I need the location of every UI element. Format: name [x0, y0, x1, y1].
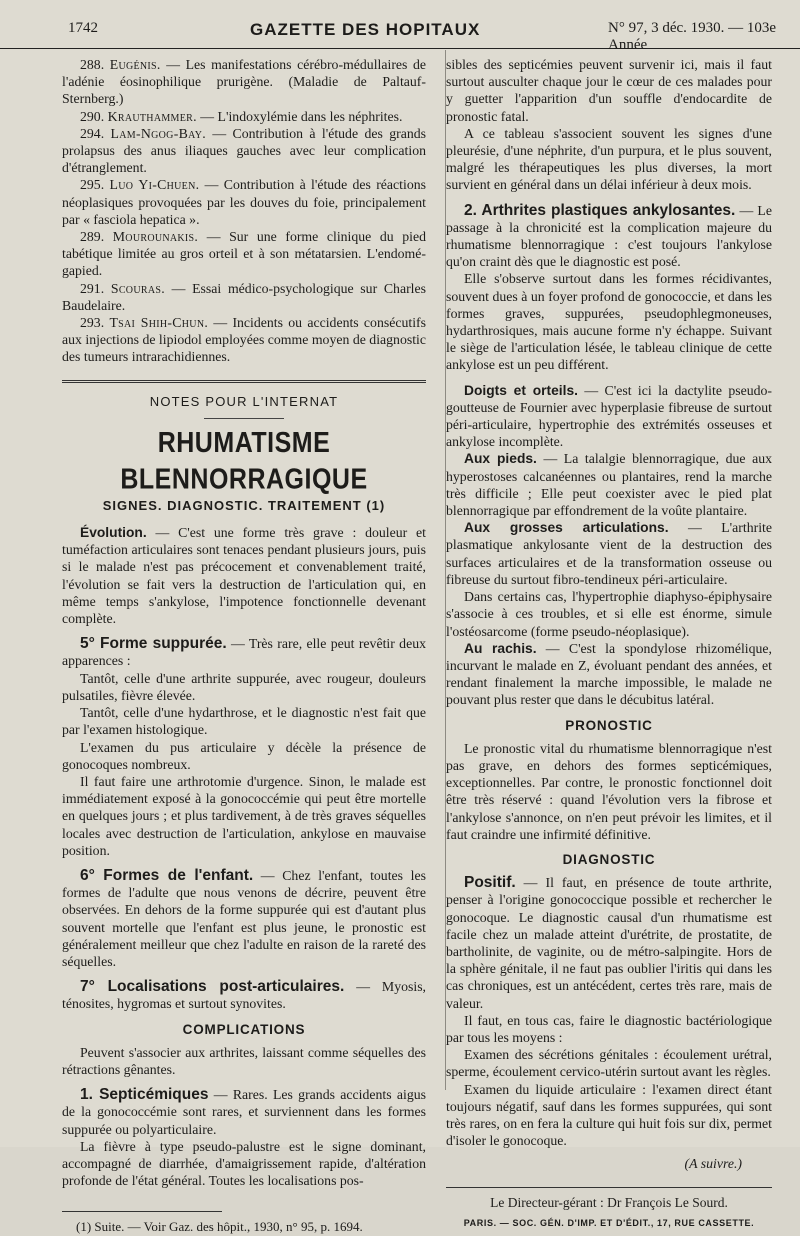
examen-liquide: Examen du liquide articulaire : l'examen direct étant toujours négatif, sauf dans les formes suppurées, qui sont très rares, on en fera la culture qui huit fois sur dix, permet d'isoler le gonocoque. [446, 1081, 772, 1149]
section-divider [62, 380, 426, 383]
list-item: 294. Lam-Ngog-Bay. — Contribution à l'étude des grands prolapsus des anus iliaques gauches avec leur complication d'étranglement. [62, 125, 426, 176]
right-column [446, 56, 772, 1232]
arthrites-paragraph: 2. Arthrites plastiques ankylosantes. — Le passage à la chronicité est la complication majeure du rhumatisme blennorragique : c'est toujours l'ankylose qu'on craint dès que le diagnostic est posé. [446, 201, 772, 270]
complications-heading: COMPLICATIONS [182, 1021, 306, 1037]
doigts-paragraph: Doigts et orteils. — C'est ici la dactylite pseudo-goutteuse de Fournier avec hyperplasie fibreuse de surtout péri-articulaire, hypertrophie des extrémités osseuses et ankylose incomplète. [446, 382, 773, 450]
list-item: 291. Scouras. — Essai médico-psychologique sur Charles Baudelaire. [62, 280, 426, 313]
suppuree-p1: Tantôt, celle d'une arthrite suppurée, avec rougeur, douleurs pulsatiles, fièvre élevée. [62, 670, 426, 703]
positif-paragraph: Positif. — Il faut, en présence de toute arthrite, penser à l'origine gonococcique possible et rechercher le gonocoque. Le diagnostic causal d'un rhumatisme est facile chez un malade atteint d'urétrite, de prostatite, de bartholinite, de vaginite, ou de métro-salpingite. Hors de la sphère génitale, il ne faut pas oublier l'iritis qui dans les cas chroniques, est un antécédent, certes très rare, mais de valeur. [446, 874, 772, 1011]
publisher-line: Le Directeur-gérant : Dr François Le Sourd. [446, 1187, 772, 1211]
suppuree-paragraph: 5° Forme suppurée. — Très rare, elle peut revêtir deux apparences : [62, 635, 426, 669]
article-title: RHUMATISME BLENNORRAGIQUE [120, 426, 368, 496]
positif-p2: Il faut, en tous cas, faire le diagnostic bactériologique par tous les moyens : [446, 1012, 772, 1045]
left-column [62, 56, 426, 1236]
article-subtitle: SIGNES. DIAGNOSTIC. TRAITEMENT (1) [102, 497, 386, 513]
list-item: 295. Luo Yi-Chuen. — Contribution à l'étude des réactions néoplasiques provoquées par les douves du foie, principalement par « fasciola hepatica ». [62, 177, 426, 227]
thesis-list [62, 56, 426, 366]
grosses-paragraph: Aux grosses articulations. — L'arthrite plasmatique ankylosante vient de la destruction des surfaces articulaires et de la transformation osseuse ou fibreuse du surtout fibro-tendineux péri-articulaire. [446, 520, 772, 587]
arthrites-p2: Elle s'observe surtout dans les formes récidivantes, souvent dues à un foyer profond de gonococcie, et dans les formes graves, suppurées, pseudophlegmoneuses, hydarthrosiques, mais aucune forme n'y échappe. Suivant le siège de l'articulation lésée, le tableau clinique de cette ankylose est un peu différent. [446, 271, 772, 373]
grosses-p2: Dans certains cas, l'hypertrophie diaphyso-épiphysaire s'associe à ces troubles, et si elle est énorme, simule l'ostéosarcome (forme pseudo-néoplasique). [446, 589, 772, 639]
rachis-paragraph: Au rachis. — C'est la spondylose rhizomélique, incurvant le malade en Z, évoluant pendant des années, et rendant finalement la marche impossible, le malade ne pouvant plus rester que dans le décubitus latéral. [446, 640, 772, 708]
list-item: 288. Eugénis. — Les manifestations cérébro-médullaires de l'adénie éosinophilique prurigène. (Maladie de Paltauf-Sternberg.) [62, 57, 426, 107]
complications-intro: Peuvent s'associer aux arthrites, laissant comme séquelles des rétractions gênantes. [62, 1044, 426, 1077]
suppuree-p2: Tantôt, celle d'une hydarthrose, et le diagnostic n'est fait que par l'examen histologique. [62, 705, 426, 738]
suppuree-p3: L'examen du pus articulaire y décèle la présence de gonocoques nombreux. [62, 739, 426, 772]
page-header [0, 0, 800, 53]
printer-imprint: PARIS. — SOC. GÉN. D'IMP. ET D'ÉDIT., 17, RUE CASSETTE. [463, 1217, 755, 1228]
short-rule [204, 418, 284, 419]
list-item: 293. Tsai Shih-Chun. — Incidents ou accidents consécutifs aux injections de lipiodol employées comme moyen de diagnostic des tumeurs intrarachidiennes. [62, 315, 427, 365]
pieds-paragraph: Aux pieds. — La talalgie blennorragique, due aux hyperostoses calcanéennes ou plantaires, rend la marche très difficile ; Elle peut coexister avec le pied plat blennorragique par effondrement de la voûte plantaire. [446, 451, 772, 519]
footnote: (1) Suite. — Voir Gaz. des hôpit., 1930, n° 95, p. 1694. [76, 1219, 363, 1235]
examen-secretions: Examen des sécrétions génitales : écoulement urétral, sperme, écoulement cervico-utérin surtout avant les règles. [446, 1047, 772, 1080]
notes-heading: NOTES POUR L'INTERNAT [149, 393, 339, 409]
journal-title: GAZETTE DES HOPITAUX [250, 20, 481, 39]
footnote-rule [62, 1211, 222, 1212]
pronostic-heading: PRONOSTIC [565, 717, 653, 733]
enfant-paragraph: 6° Formes de l'enfant. — Chez l'enfant, toutes les formes de l'adulte que nous venons de décrire, peuvent être observées. En dehors de la forme suppurée qui est d'autant plus souvent mortelle que l'enfant est plus jeune, le pronostic est généralement meilleur que chez l'adulte en raison de la rareté des séquelles. [62, 866, 426, 969]
to-be-continued: (A suivre.) [684, 1156, 742, 1172]
diagnostic-heading: DIAGNOSTIC [562, 851, 656, 867]
septicemiques-paragraph: 1. Septicémiques — Rares. Les grands accidents aigus de la gonococcémie sont rares, et surviennent dans les formes suppurée ou polyarticulaire. [62, 1086, 426, 1137]
localisations-paragraph: 7° Localisations post-articulaires. — Myosis, ténosites, hygromas et surtout synovites. [62, 978, 427, 1012]
page-number: 1742 [68, 20, 98, 36]
suppuree-p4: Il faut faire une arthrotomie d'urgence. Sinon, le malade est immédiatement exposé à la gonococcémie qui peut être mortelle en quelques jours ; et plus tardivement, à de très graves séquelles locales avec destruction de l'articulation, ankylose en mauvaise position. [62, 773, 426, 858]
issue-info: N° 97, 3 déc. 1930. — 103e Année [608, 20, 777, 53]
continued-paragraph: sibles des septicémies peuvent survenir ici, mais il faut surtout ausculter chaque jour le cœur de ces malades pour y guetter l'apparition d'un souffle d'endocardite de pronostic fatal. [446, 57, 772, 124]
list-item: 290. Krauthammer. — L'indoxylémie dans les néphrites. [80, 108, 403, 124]
evolution-paragraph: Évolution. — C'est une forme très grave : douleur et tuméfaction articulaires sont tenaces pendant plusieurs jours, puis si le malade n'est pas précocement et convenablement traité, l'évolution se fait vers la destruction de l'articulation qui, en même temps s'ankylose, l'impotence fonctionnelle devenant complète. [62, 525, 426, 627]
fievre-paragraph: La fièvre à type pseudo-palustre est le signe dominant, accompagné de diarrhée, d'amaigrissement rapide, d'altération profonde de l'état général. Toutes les localisations pos- [62, 1138, 426, 1189]
list-item: 289. Mourounakis. — Sur une forme clinique du pied tabétique limitée au gros orteil et à son métatarsien. L'endomé-gapied. [62, 229, 426, 279]
pleuresie-paragraph: A ce tableau s'associent souvent les signes d'une pleurésie, d'une néphrite, d'un purpura, et le plus souvent, malgré les thérapeutiques les plus diverses, la mort survient en général dans un délai inférieur à deux mois. [446, 125, 772, 193]
pronostic-paragraph: Le pronostic vital du rhumatisme blennorragique n'est pas grave, en dehors des formes septicémiques, exceptionnelles. Par contre, le pronostic fonctionnel doit être très réservé : quand l'évolution vers la fibrose et l'ankylose s'annonce, on n'en peut prévoir les limites, et il faut craindre une infirmité définitive. [446, 740, 772, 842]
